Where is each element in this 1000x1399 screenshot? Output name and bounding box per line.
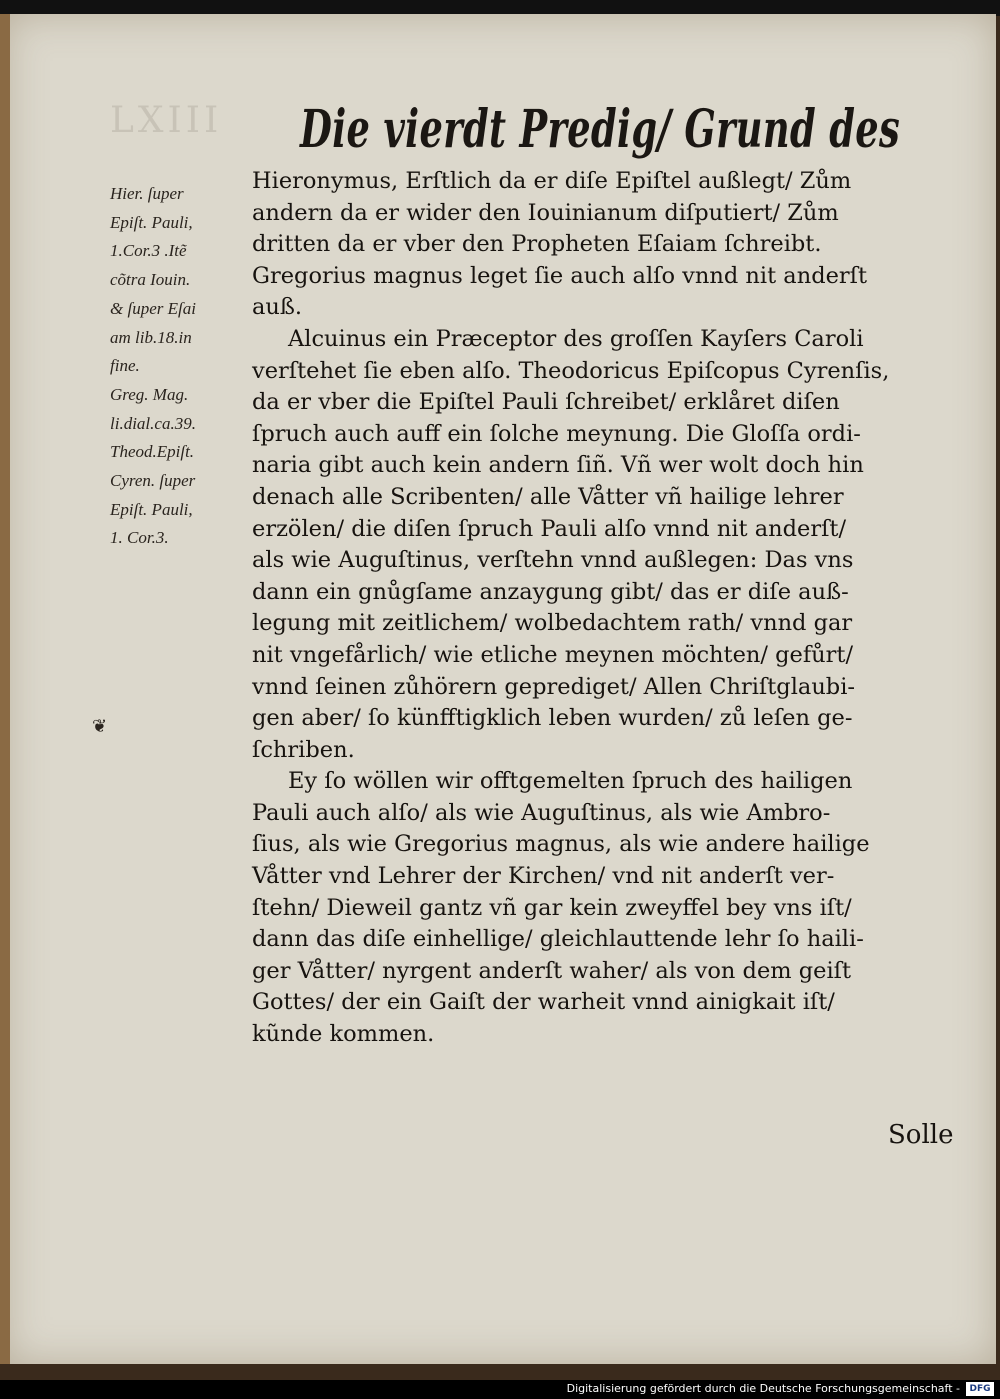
page-binding-edge bbox=[0, 14, 10, 1364]
margin-note: am lib.18.in bbox=[110, 327, 192, 347]
margin-note: Theod.Epiſt. bbox=[110, 442, 195, 462]
text-line: als wie Auguſtinus, verſtehn vnnd außlegen: Das vns bbox=[252, 547, 854, 574]
margin-note: 1. Cor.3. bbox=[110, 528, 169, 548]
text-line: legung mit zeitlichem/ wolbedachtem rath/ vnnd gar bbox=[252, 610, 853, 637]
text-line: nit vngefårlich/ wie etliche meynen möchten/ gefůrt/ bbox=[252, 641, 854, 668]
text-line: vnnd ſeinen zůhörern geprediget/ Allen Chriſtglaubi- bbox=[252, 673, 856, 700]
text-line: Gregorius magnus leget ſie auch alſo vnnd nit anderſt bbox=[252, 262, 868, 289]
margin-note: Hier. ſuper bbox=[110, 184, 184, 203]
margin-notes bbox=[110, 180, 255, 553]
text-line: Gottes/ der ein Gaiſt der warheit vnnd ainigkait iſt/ bbox=[252, 989, 835, 1016]
text-line: Hieronymus, Erſtlich da er diſe Epiſtel außlegt/ Zům bbox=[252, 168, 852, 194]
text-line: Alcuinus ein Præceptor des groſſen Kayſers Caroli bbox=[288, 325, 864, 352]
margin-note: Epiſt. Pauli, bbox=[110, 499, 193, 519]
text-line: denach alle Scribenten/ alle Våtter vñ hailige lehrer bbox=[252, 483, 844, 510]
margin-note: Epiſt. Pauli, bbox=[110, 212, 193, 232]
margin-note: Greg. Mag. bbox=[110, 384, 189, 404]
text-line: dann das diſe einhellige/ gleichlauttende lehr ſo haili- bbox=[252, 926, 864, 953]
running-head: Die vierdt Predig/ Grund des bbox=[300, 99, 901, 160]
text-line: naria gibt auch kein andern ſiñ. Vñ wer wolt doch hin bbox=[252, 452, 864, 479]
footer-credit: Digitalisierung gefördert durch die Deutsche Forschungsgemeinschaft - bbox=[566, 1382, 960, 1395]
margin-note: fine. bbox=[110, 356, 140, 376]
dfg-logo-icon: DFG bbox=[966, 1382, 994, 1396]
margin-note: li.dial.ca.39. bbox=[110, 413, 196, 433]
text-line: andern da er wider den Iouinianum diſputiert/ Zům bbox=[252, 199, 839, 226]
margin-note: cõtra Iouin. bbox=[110, 270, 191, 290]
body-text bbox=[252, 166, 970, 1051]
text-line: kũnde kommen. bbox=[252, 1021, 435, 1048]
catchword: Solle bbox=[888, 1120, 954, 1150]
text-line: dann ein gnůgſame anzaygung gibt/ das er diſe auß- bbox=[252, 578, 849, 605]
text-line: Pauli auch alſo/ als wie Auguſtinus, als wie Ambro- bbox=[252, 799, 831, 826]
bleed-through-text: LXIII bbox=[110, 100, 223, 141]
text-line: ger Våtter/ nyrgent anderſt waher/ als von dem geiſt bbox=[252, 957, 852, 984]
text-line: dritten da er vber den Propheten Eſaiam ſchreibt. bbox=[252, 231, 822, 258]
text-line: Våtter vnd Lehrer der Kirchen/ vnd nit anderſt ver- bbox=[252, 863, 835, 890]
text-line: auß. bbox=[252, 294, 303, 321]
margin-note: 1.Cor.3 .Itẽ bbox=[110, 241, 187, 261]
text-line: verſtehet ſie eben alſo. Theodoricus Epiſcopus Cyrenſis, bbox=[252, 357, 890, 384]
text-line: ſius, als wie Gregorius magnus, als wie andere hailige bbox=[252, 831, 870, 858]
margin-note: Cyren. ſuper bbox=[110, 471, 196, 491]
text-line: ſtehn/ Dieweil gantz vñ gar kein zweyffel bey vns iſt/ bbox=[252, 894, 852, 921]
text-line: da er vber die Epiſtel Pauli ſchreibet/ erklåret diſen bbox=[252, 389, 840, 416]
text-line: erzölen/ die diſen ſpruch Pauli alſo vnnd nit anderſt/ bbox=[252, 515, 847, 542]
text-line: ſchriben. bbox=[252, 736, 355, 763]
margin-note: & ſuper Eſai bbox=[110, 298, 196, 318]
text-line: Ey ſo wöllen wir offtgemelten ſpruch des hailigen bbox=[288, 768, 853, 795]
fleuron-ornament-icon: ❦ bbox=[92, 716, 108, 737]
text-line: gen aber/ ſo künfftigklich leben wurden/ zů leſen ge- bbox=[252, 705, 853, 732]
text-line: ſpruch auch auff ein ſolche meynung. Die Gloſſa ordi- bbox=[252, 420, 861, 447]
